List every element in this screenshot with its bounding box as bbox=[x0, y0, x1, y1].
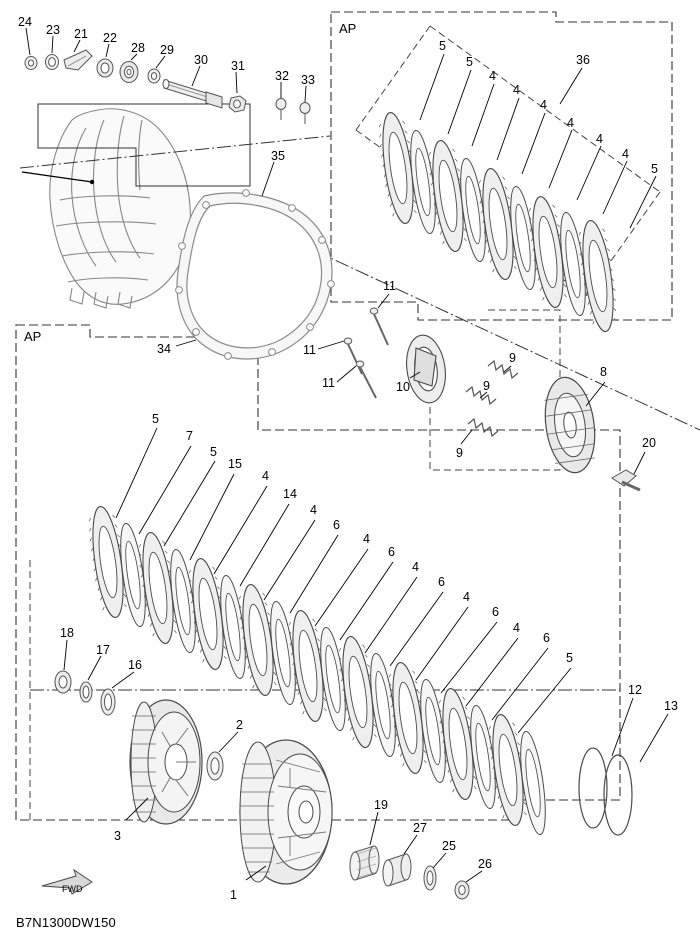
callout-number: 6 bbox=[388, 545, 395, 559]
group-label-ap: AP bbox=[24, 329, 42, 344]
callout-number: 5 bbox=[651, 162, 658, 176]
callout-number: 20 bbox=[642, 436, 656, 450]
callout-number: 11 bbox=[383, 279, 396, 293]
callout-number: 4 bbox=[310, 503, 317, 517]
callout-number: 34 bbox=[157, 342, 171, 356]
callout-number: 6 bbox=[492, 605, 499, 619]
callout-number: 6 bbox=[333, 518, 340, 532]
callout-number: 1 bbox=[230, 888, 237, 902]
callout-number: 22 bbox=[103, 31, 117, 45]
callout-number: 4 bbox=[540, 98, 547, 112]
callout-number: 16 bbox=[128, 658, 142, 672]
callout-number: 4 bbox=[412, 560, 419, 574]
callout-number: 4 bbox=[489, 69, 496, 83]
callout-number: 18 bbox=[60, 626, 74, 640]
callout-number: 9 bbox=[509, 351, 516, 365]
group-label-ap: AP bbox=[339, 21, 357, 36]
callout-number: 2 bbox=[236, 718, 243, 732]
callout-number: 14 bbox=[283, 487, 297, 501]
callout-number: 7 bbox=[186, 429, 193, 443]
callout-number: 9 bbox=[456, 446, 463, 460]
diagram-part-code: B7N1300DW150 bbox=[16, 915, 116, 930]
callout-number: 11 bbox=[303, 343, 316, 357]
callout-number: 5 bbox=[152, 412, 159, 426]
callout-number: 31 bbox=[231, 59, 245, 73]
callout-number: 25 bbox=[442, 839, 456, 853]
callout-number: 35 bbox=[271, 149, 285, 163]
callout-number: 4 bbox=[567, 116, 574, 130]
callout-number: 12 bbox=[628, 683, 642, 697]
callout-number: 5 bbox=[210, 445, 217, 459]
callout-number: 36 bbox=[576, 53, 590, 67]
callout-number: 15 bbox=[228, 457, 242, 471]
callout-number: 5 bbox=[439, 39, 446, 53]
callout-number: 10 bbox=[396, 380, 410, 394]
callout-number: 17 bbox=[96, 643, 110, 657]
callout-number: 26 bbox=[478, 857, 492, 871]
callout-number: 29 bbox=[160, 43, 174, 57]
fwd-arrow-label: FWD bbox=[62, 884, 83, 894]
callout-number: 28 bbox=[131, 41, 145, 55]
callout-number: 9 bbox=[483, 379, 490, 393]
callout-number: 11 bbox=[322, 376, 335, 390]
callout-number: 4 bbox=[596, 132, 603, 146]
callout-number: 4 bbox=[622, 147, 629, 161]
callout-number: 6 bbox=[543, 631, 550, 645]
callout-number: 23 bbox=[46, 23, 60, 37]
callout-number: 4 bbox=[463, 590, 470, 604]
callout-number: 3 bbox=[114, 829, 121, 843]
callout-number: 5 bbox=[566, 651, 573, 665]
callout-number: 8 bbox=[600, 365, 607, 379]
callout-number: 6 bbox=[438, 575, 445, 589]
callout-number: 4 bbox=[513, 83, 520, 97]
callout-number: 19 bbox=[374, 798, 388, 812]
callout-number: 4 bbox=[513, 621, 520, 635]
callout-number: 4 bbox=[363, 532, 370, 546]
callout-number: 5 bbox=[466, 55, 473, 69]
callout-number: 27 bbox=[413, 821, 427, 835]
callout-number: 33 bbox=[301, 73, 315, 87]
callout-number: 30 bbox=[194, 53, 208, 67]
callout-number: 24 bbox=[18, 15, 32, 29]
callout-number: 13 bbox=[664, 699, 678, 713]
callout-number: 21 bbox=[74, 27, 88, 41]
callout-number: 32 bbox=[275, 69, 289, 83]
callout-number: 4 bbox=[262, 469, 269, 483]
